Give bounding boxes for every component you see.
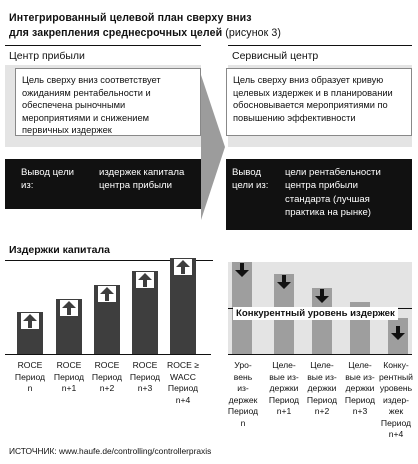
capital-cost-heading: Издержки капитала	[9, 244, 111, 256]
profit-center-output-value: издержек капитала центра прибыли	[99, 167, 185, 191]
roce-label-n: ROCE Период n	[14, 360, 46, 393]
roce-label-n1: ROCE Период n+1	[53, 360, 85, 393]
cost-label-n3: Целе- вые из- держки Период n+3	[344, 360, 376, 416]
up-arrow-icon	[136, 272, 154, 288]
down-arrow-icon	[313, 289, 331, 304]
figure-title	[9, 11, 409, 41]
profit-center-description: Цель сверху вниз соответствует ожиданиям рентабельности и обеспечена рыночными мероприятиями и снижением первичных издержек	[15, 68, 201, 136]
service-center-output-value-1: цели рентабельности центра прибыли	[285, 167, 381, 191]
roce-label-n2: ROCE Период n+2	[91, 360, 123, 393]
cost-chart-baseline	[228, 354, 412, 355]
up-arrow-icon	[174, 259, 192, 275]
cost-label-n4: Конку- рентный уровень издер- жек Период n+4	[379, 360, 413, 439]
cost-label-n: Уро- вень из- держек Период n	[227, 360, 259, 428]
roce-label-n3: ROCE Период n+3	[129, 360, 161, 393]
title-line-2-normal: (рисунок 3)	[222, 27, 282, 39]
transfer-arrow-icon	[201, 75, 225, 220]
profit-center-output-box	[5, 159, 201, 209]
roce-label-n4: ROCE ≥ WACC Период n+4	[167, 360, 199, 405]
title-line-2-bold: для закрепления среднесрочных целей	[9, 27, 223, 39]
cost-label-n2: Целе- вые из- держки Период n+2	[306, 360, 338, 416]
cost-label-n1: Целе- вые из- держки Период n+1	[268, 360, 300, 416]
title-line-1: Интегрированный целевой план сверху вниз	[9, 12, 252, 24]
down-arrow-icon	[389, 326, 407, 341]
service-center-output-box	[226, 159, 412, 230]
down-arrow-icon	[275, 275, 293, 290]
service-center-output-value-2: стандарта (лучшая практика на рынке)	[285, 194, 371, 218]
profit-center-output-label: Вывод цели из:	[21, 167, 75, 191]
service-center-description: Цель сверху вниз образует кривую целевых издержек и в планировании обосновывается мероприятиями по повышению эффективности	[226, 68, 412, 136]
down-arrow-icon	[233, 263, 251, 278]
capital-cost-baseline	[5, 354, 211, 355]
up-arrow-icon	[98, 286, 116, 302]
service-center-heading: Сервисный центр	[228, 45, 412, 65]
source-note: ИСТОЧНИК: www.haufe.de/controlling/controllerpraxis	[9, 446, 212, 456]
profit-center-heading: Центр прибыли	[5, 45, 201, 65]
up-arrow-icon	[21, 313, 39, 329]
up-arrow-icon	[60, 300, 78, 316]
competitive-cost-level-label: Конкурентный уровень издержек	[233, 307, 398, 320]
service-center-output-label: Вывод цели из:	[232, 167, 269, 191]
title-line-2	[9, 26, 409, 41]
